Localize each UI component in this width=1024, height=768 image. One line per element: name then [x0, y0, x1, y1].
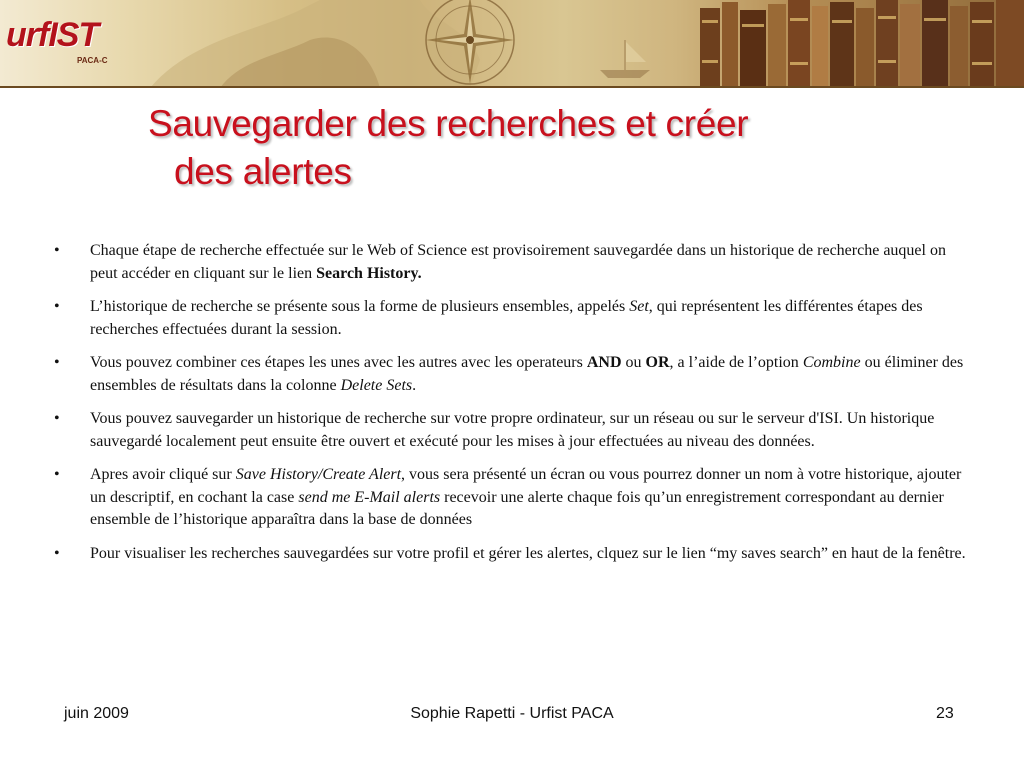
- urfist-logo: [6, 16, 136, 76]
- bullet-marker: •: [54, 410, 60, 427]
- logo-text: urfIST: [6, 16, 99, 54]
- bullet-text: .: [412, 376, 417, 394]
- bullet-marker: •: [54, 544, 60, 562]
- bullet-text: Vous pouvez sauvegarder un historique de recherche sur votre propre ordinateur, sur un réseau ou sur le serveur d'ISI. Un historique sauvegardé localement peut ensuite être ouvert et exécuté pour les mises à jour effectuées au niveau des données.: [90, 410, 935, 450]
- slide-title-line1: Sauvegarder des recherches et créer: [148, 103, 749, 144]
- bullet-text: recevoir une alerte chaque fois qu’un enregistrement correspondant au dernier ensemble de l’historique apparaîtra dans la base de données: [90, 488, 944, 528]
- header-banner: [0, 0, 1024, 88]
- books-icon: [700, 0, 1024, 88]
- bullet-item: [54, 543, 974, 566]
- bullet-text: Apres avoir cliqué sur: [90, 466, 236, 483]
- slide-title: [148, 100, 968, 196]
- bullet-list: [54, 240, 974, 576]
- term-email-alerts: send me E-Mail alerts: [298, 488, 441, 506]
- search-history-link-text: Search History.: [316, 264, 422, 282]
- bullet-item: [54, 296, 974, 341]
- logo-subtitle: PACA-C: [77, 56, 108, 65]
- bullet-text: , vous sera présenté un écran ou vous pourrez donner un nom à votre historique, ajouter un descriptif, en cochant la case: [90, 466, 962, 506]
- bullet-item: [54, 464, 974, 532]
- banner-illustration: [0, 0, 1024, 88]
- bullet-text: , qui représentent les différentes étapes des recherches effectuées durant la session.: [90, 298, 923, 338]
- bullet-marker: •: [54, 242, 60, 259]
- bullet-marker: •: [54, 466, 60, 483]
- bullet-marker: •: [54, 298, 60, 315]
- slide-title-line2: des alertes: [174, 151, 352, 192]
- bullet-text: , a l’aide de l’option: [669, 354, 803, 371]
- footer-author: Sophie Rapetti - Urfist PACA: [410, 705, 614, 722]
- bullet-text: ou éliminer des ensembles de résultats dans la colonne: [90, 354, 964, 394]
- bullet-item: [54, 352, 974, 397]
- compass-icon: [426, 0, 514, 84]
- bullet-text: L’historique de recherche se présente sous la forme de plusieurs ensembles, appelés: [90, 298, 630, 315]
- bullet-marker: •: [54, 354, 60, 371]
- operator-or: OR: [645, 354, 670, 371]
- bullet-item: [54, 408, 974, 453]
- footer-page-number: 23: [936, 705, 954, 722]
- footer-date: juin 2009: [64, 705, 129, 722]
- term-save-history: Save History/Create Alert: [235, 466, 402, 483]
- operator-and: AND: [586, 354, 622, 371]
- bullet-item: [54, 240, 974, 285]
- term-combine: Combine: [802, 354, 861, 371]
- bullet-text: Vous pouvez combiner ces étapes les unes avec les autres avec les operateurs: [90, 354, 587, 371]
- bullet-text: Pour visualiser les recherches sauvegardées sur votre profil et gérer les alertes, clquez sur le lien “my saves search” en haut de la fenêtre.: [90, 544, 966, 562]
- term-delete-sets: Delete Sets: [340, 376, 413, 394]
- bullet-text: ou: [621, 354, 646, 371]
- term-set: Set: [629, 298, 649, 315]
- bullet-text: Chaque étape de recherche effectuée sur le Web of Science est provisoirement sauvegardée dans un historique de recherche auquel on peut accéder en cliquant sur le lien: [90, 242, 946, 282]
